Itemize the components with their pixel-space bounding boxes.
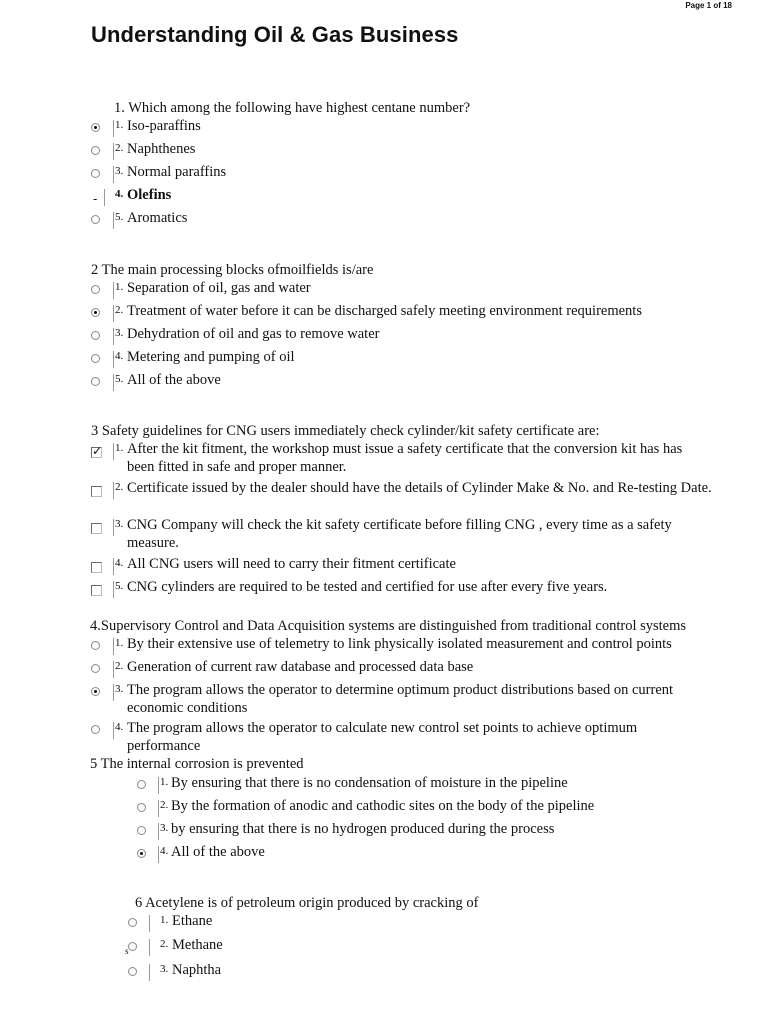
option-number: 4. xyxy=(115,188,124,200)
divider xyxy=(149,915,150,932)
radio-button[interactable] xyxy=(90,121,103,134)
radio-button[interactable] xyxy=(90,283,103,296)
checkbox-icon xyxy=(91,562,102,573)
option-text: Treatment of water before it can be discharged safely meeting environment requirements xyxy=(127,303,642,319)
radio-icon xyxy=(128,918,137,927)
radio-icon xyxy=(137,803,146,812)
option-number: 3. xyxy=(115,327,124,339)
option-number: 3. xyxy=(115,165,124,177)
option-text: Normal paraffins xyxy=(127,164,227,180)
checkbox[interactable] xyxy=(90,520,103,533)
radio-icon xyxy=(91,146,100,155)
checkbox[interactable] xyxy=(90,582,103,595)
radio-button[interactable] xyxy=(90,144,103,157)
option-text: Naphtha xyxy=(172,962,222,978)
option-number: 1. xyxy=(115,442,124,454)
divider xyxy=(113,328,114,345)
divider xyxy=(113,374,114,391)
option-text: Separation of oil, gas and water xyxy=(127,280,311,296)
option-text: Generation of current raw database and processed data base xyxy=(127,659,474,675)
question-2-text: 2 The main processing blocks ofmoilfields is/are xyxy=(91,262,374,278)
option-text: CNG Company will check the kit safety certificate before filling CNG , every time as a safety measure. xyxy=(127,517,672,551)
option-number: 2. xyxy=(115,481,124,493)
option-number: 4. xyxy=(160,845,169,857)
option-text: All CNG users will need to carry their fitment certificate xyxy=(127,556,456,572)
radio-selected-icon xyxy=(91,687,100,696)
option-number: 5. xyxy=(115,580,124,592)
radio-button[interactable] xyxy=(90,213,103,226)
radio-button[interactable] xyxy=(136,801,149,814)
divider xyxy=(113,443,114,460)
checkbox-icon xyxy=(91,523,102,534)
option-number: 4. xyxy=(115,350,124,362)
question-4-text: 4.Supervisory Control and Data Acquisition systems are distinguished from traditional control systems xyxy=(90,618,687,634)
radio-icon xyxy=(137,780,146,789)
option-text: After the kit fitment, the workshop must issue a safety certificate that the conversion kit has has been fitted in safe and proper manner. xyxy=(127,441,683,475)
radio-icon xyxy=(91,169,100,178)
dash-marker[interactable] xyxy=(90,190,103,206)
radio-icon xyxy=(91,285,100,294)
divider xyxy=(158,846,159,863)
radio-icon xyxy=(91,331,100,340)
option-number: 3. xyxy=(115,683,124,695)
radio-button[interactable] xyxy=(136,824,149,837)
option-text: Aromatics xyxy=(127,210,188,226)
radio-button[interactable] xyxy=(136,778,149,791)
option-number: 2. xyxy=(115,304,124,316)
option-text: Dehydration of oil and gas to remove water xyxy=(127,326,380,342)
option-number: 1. xyxy=(115,281,124,293)
checkbox-checked-icon xyxy=(91,447,102,458)
question-6-text: 6 Acetylene is of petroleum origin produced by cracking of xyxy=(135,895,479,911)
question-1-text: 1. Which among the following have highest centane number? xyxy=(114,100,471,116)
option-text: The program allows the operator to calculate new control set points to achieve optimum performance xyxy=(127,720,638,754)
option-text: All of the above xyxy=(171,844,265,860)
option-number: 1. xyxy=(160,776,169,788)
divider xyxy=(113,722,114,739)
radio-icon xyxy=(128,967,137,976)
divider xyxy=(113,120,114,137)
radio-button[interactable] xyxy=(90,352,103,365)
option-text: The program allows the operator to determine optimum product distributions based on current economic conditions xyxy=(127,682,674,716)
divider xyxy=(149,939,150,956)
radio-button[interactable] xyxy=(90,723,103,736)
option-number: 2. xyxy=(115,142,124,154)
divider xyxy=(113,351,114,368)
option-text: Certificate issued by the dealer should have the details of Cylinder Make & No. and Re-testing Date. xyxy=(127,480,712,496)
checkbox-icon xyxy=(91,486,102,497)
checkbox-icon xyxy=(91,585,102,596)
radio-icon xyxy=(128,942,137,951)
option-number: 5. xyxy=(115,373,124,385)
divider xyxy=(113,661,114,678)
page-number: Page 1 of 18 xyxy=(685,1,732,10)
option-number: 3. xyxy=(160,822,169,834)
checkbox[interactable] xyxy=(90,483,103,496)
question-3-text: 3 Safety guidelines for CNG users immediately check cylinder/kit safety certificate are: xyxy=(91,423,600,439)
radio-button[interactable] xyxy=(90,662,103,675)
radio-button[interactable] xyxy=(127,916,140,929)
divider xyxy=(158,823,159,840)
radio-button[interactable] xyxy=(90,306,103,319)
checkbox[interactable] xyxy=(90,444,103,457)
radio-button[interactable] xyxy=(90,639,103,652)
radio-icon xyxy=(91,664,100,673)
radio-button[interactable] xyxy=(136,847,149,860)
option-text: Ethane xyxy=(172,913,213,929)
option-text: CNG cylinders are required to be tested and certified for use after every five years. xyxy=(127,579,608,595)
divider xyxy=(113,519,114,536)
radio-icon xyxy=(91,641,100,650)
checkbox[interactable] xyxy=(90,559,103,572)
option-number: 1. xyxy=(160,914,169,926)
radio-icon xyxy=(137,826,146,835)
option-text: By their extensive use of telemetry to link physically isolated measurement and control points xyxy=(127,636,672,652)
divider xyxy=(149,964,150,981)
divider xyxy=(113,684,114,701)
option-text: Olefins xyxy=(127,187,172,203)
option-text: All of the above xyxy=(127,372,221,388)
radio-selected-icon xyxy=(91,123,100,132)
divider xyxy=(113,305,114,322)
divider xyxy=(113,282,114,299)
document-title: Understanding Oil & Gas Business xyxy=(91,22,459,47)
question-5-text: 5 The internal corrosion is prevented xyxy=(90,756,304,772)
option-text: By the formation of anodic and cathodic sites on the body of the pipeline xyxy=(171,798,595,814)
option-number: 4. xyxy=(115,721,124,733)
dash-icon: - xyxy=(93,192,98,206)
divider xyxy=(113,482,114,499)
option-number: 3. xyxy=(160,963,169,975)
divider xyxy=(113,166,114,183)
radio-icon xyxy=(91,354,100,363)
option-number: 2. xyxy=(160,799,169,811)
divider xyxy=(113,558,114,575)
divider xyxy=(113,212,114,229)
option-text: Metering and pumping of oil xyxy=(127,349,295,365)
radio-button[interactable] xyxy=(90,685,103,698)
stray-mark: s xyxy=(125,946,129,956)
option-text: Methane xyxy=(172,937,223,953)
divider xyxy=(158,800,159,817)
option-text: by ensuring that there is no hydrogen produced during the process xyxy=(171,821,555,837)
option-text: Naphthenes xyxy=(127,141,196,157)
radio-icon xyxy=(91,377,100,386)
radio-button[interactable] xyxy=(90,329,103,342)
option-number: 1. xyxy=(115,637,124,649)
divider xyxy=(113,581,114,598)
option-number: 1. xyxy=(115,119,124,131)
divider xyxy=(104,189,105,206)
divider xyxy=(113,638,114,655)
option-number: 5. xyxy=(115,211,124,223)
option-number: 3. xyxy=(115,518,124,530)
radio-icon xyxy=(91,725,100,734)
option-number: 2. xyxy=(115,660,124,672)
divider xyxy=(113,143,114,160)
option-text: By ensuring that there is no condensation of moisture in the pipeline xyxy=(171,775,568,791)
radio-button[interactable] xyxy=(90,167,103,180)
radio-button[interactable] xyxy=(127,965,140,978)
option-number: 2. xyxy=(160,938,169,950)
option-number: 4. xyxy=(115,557,124,569)
option-text: Iso-paraffins xyxy=(127,118,201,134)
divider xyxy=(158,777,159,794)
radio-icon xyxy=(91,215,100,224)
radio-selected-icon xyxy=(91,308,100,317)
radio-button[interactable] xyxy=(90,375,103,388)
radio-selected-icon xyxy=(137,849,146,858)
